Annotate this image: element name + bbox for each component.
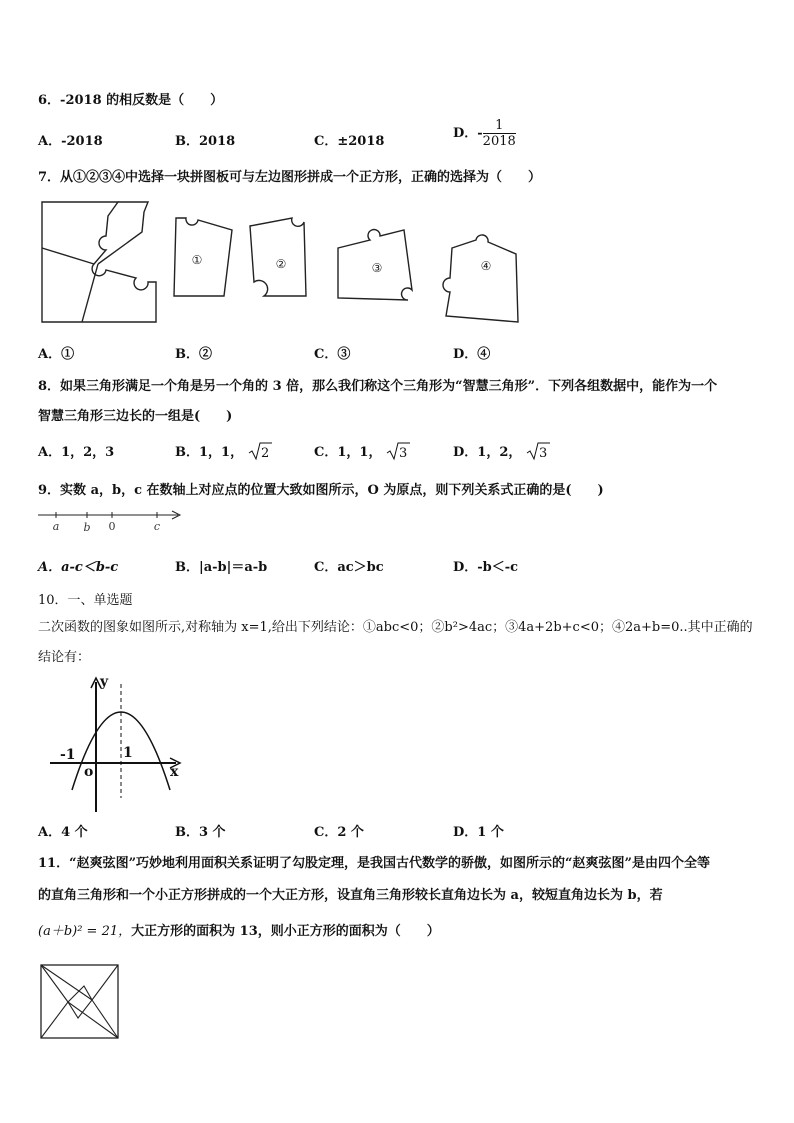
q8-option-d[interactable] xyxy=(453,441,550,461)
q8-option-b[interactable] xyxy=(175,441,272,461)
graph-label-1: 1 xyxy=(123,745,133,761)
axis-label-zero: 0 xyxy=(108,520,116,533)
base-figure xyxy=(42,202,156,322)
q6-option-d[interactable] xyxy=(453,118,516,149)
axis-label-b: b xyxy=(83,521,91,534)
q8-option-a[interactable]: A．1，2，3 xyxy=(38,445,115,460)
q6-option-d-fraction xyxy=(483,118,516,149)
axis-label-c: c xyxy=(153,520,161,533)
q7-option-b[interactable]: B．② xyxy=(175,347,212,362)
graph-label-origin: o xyxy=(84,764,94,780)
q10-option-c[interactable]: C．2 个 xyxy=(314,825,364,840)
axis-label-a: a xyxy=(52,520,60,533)
sqrt-icon xyxy=(526,441,550,461)
graph-label-x: x xyxy=(170,764,179,780)
q8-stem-line1: 8．如果三角形满足一个角是另一个角的 3 倍，那么我们称这个三角形为“智慧三角形”．下列各组数据中，能作为一个 xyxy=(38,379,718,394)
q6-option-b[interactable]: B．2018 xyxy=(175,134,236,149)
q7-option-d[interactable]: D．④ xyxy=(453,347,491,362)
q9-stem: 9．实数 a，b，c 在数轴上对应点的位置大致如图所示，O 为原点，则下列关系式正确的是( ) xyxy=(38,483,604,498)
q6-option-c[interactable]: C．±2018 xyxy=(314,134,385,149)
q10-option-d[interactable]: D．1 个 xyxy=(453,825,504,840)
q10-option-b[interactable]: B．3 个 xyxy=(175,825,226,840)
q8-option-c[interactable] xyxy=(314,441,410,461)
q10-header: 10．一、单选题 xyxy=(38,593,133,608)
q9-option-c[interactable]: C．ac＞bc xyxy=(314,560,384,575)
piece-1-label: ① xyxy=(191,253,203,267)
q6-option-d-prefix: D．- xyxy=(453,126,483,141)
q10-option-a[interactable]: A．4 个 xyxy=(38,825,88,840)
piece-2-label: ② xyxy=(275,257,287,271)
q9-option-a[interactable]: A．a-c＜b-c xyxy=(38,560,119,575)
q11-zhao-shuang-diagram xyxy=(38,962,122,1042)
q11-stem-line1: 11．“赵爽弦图”巧妙地利用面积关系证明了勾股定理，是我国古代数学的骄傲，如图所示的“赵爽弦图”是由四个全等 xyxy=(38,856,711,871)
q6-option-a[interactable]: A．-2018 xyxy=(38,134,103,149)
q7-option-c[interactable]: C．③ xyxy=(314,347,351,362)
q9-option-b[interactable]: B．|a-b|＝a-b xyxy=(175,560,268,575)
q8-stem-line2: 智慧三角形三边长的一组是( ) xyxy=(38,409,233,424)
sqrt-icon xyxy=(248,441,272,461)
graph-label-y: y xyxy=(100,674,109,690)
q11-formula: (a＋b)² = 21， xyxy=(38,924,132,939)
q8-option-d-radicand: 3 xyxy=(538,446,548,461)
sqrt-icon xyxy=(386,441,410,461)
q7-stem: 7．从①②③④中选择一块拼图板可与左边图形拼成一个正方形，正确的选择为（ ） xyxy=(38,170,542,185)
q8-option-b-text: B．1，1， xyxy=(175,445,244,460)
q8-option-b-radicand: 2 xyxy=(260,446,269,461)
q11-stem-line3-text: 大正方形的面积为 13，则小正方形的面积为（ ） xyxy=(131,924,440,939)
fraction-numerator: 1 xyxy=(483,118,516,134)
graph-label-neg1: -1 xyxy=(60,747,76,763)
q9-number-line xyxy=(36,506,186,536)
q10-parabola-graph xyxy=(44,672,194,818)
q8-option-d-text: D．1，2， xyxy=(453,445,522,460)
q7-option-a[interactable]: A．① xyxy=(38,347,75,362)
q11-stem-line2: 的直角三角形和一个小正方形拼成的一个大正方形，设直角三角形较长直角边长为 a，较短直角边长为 b，若 xyxy=(38,888,663,903)
q8-option-c-radicand: 3 xyxy=(398,446,408,461)
q7-puzzle-figure xyxy=(36,196,526,330)
q11-stem-line3 xyxy=(38,920,440,939)
q10-stem-line1: 二次函数的图象如图所示,对称轴为 x=1,给出下列结论：①abc<0；②b²>4ac；③4a+2b+c<0；④2a+b=0..其中正确的 xyxy=(38,620,753,635)
piece-4 xyxy=(443,235,518,322)
piece-4-label: ④ xyxy=(480,259,492,273)
piece-1 xyxy=(174,218,232,296)
q10-stem-line2: 结论有： xyxy=(38,650,91,665)
q6-stem: 6．-2018 的相反数是（ ） xyxy=(38,93,224,108)
piece-3-label: ③ xyxy=(371,261,383,275)
q9-option-d[interactable]: D．-b＜-c xyxy=(453,560,519,575)
fraction-denominator: 2018 xyxy=(482,134,516,149)
q8-option-c-text: C．1，1， xyxy=(314,445,382,460)
